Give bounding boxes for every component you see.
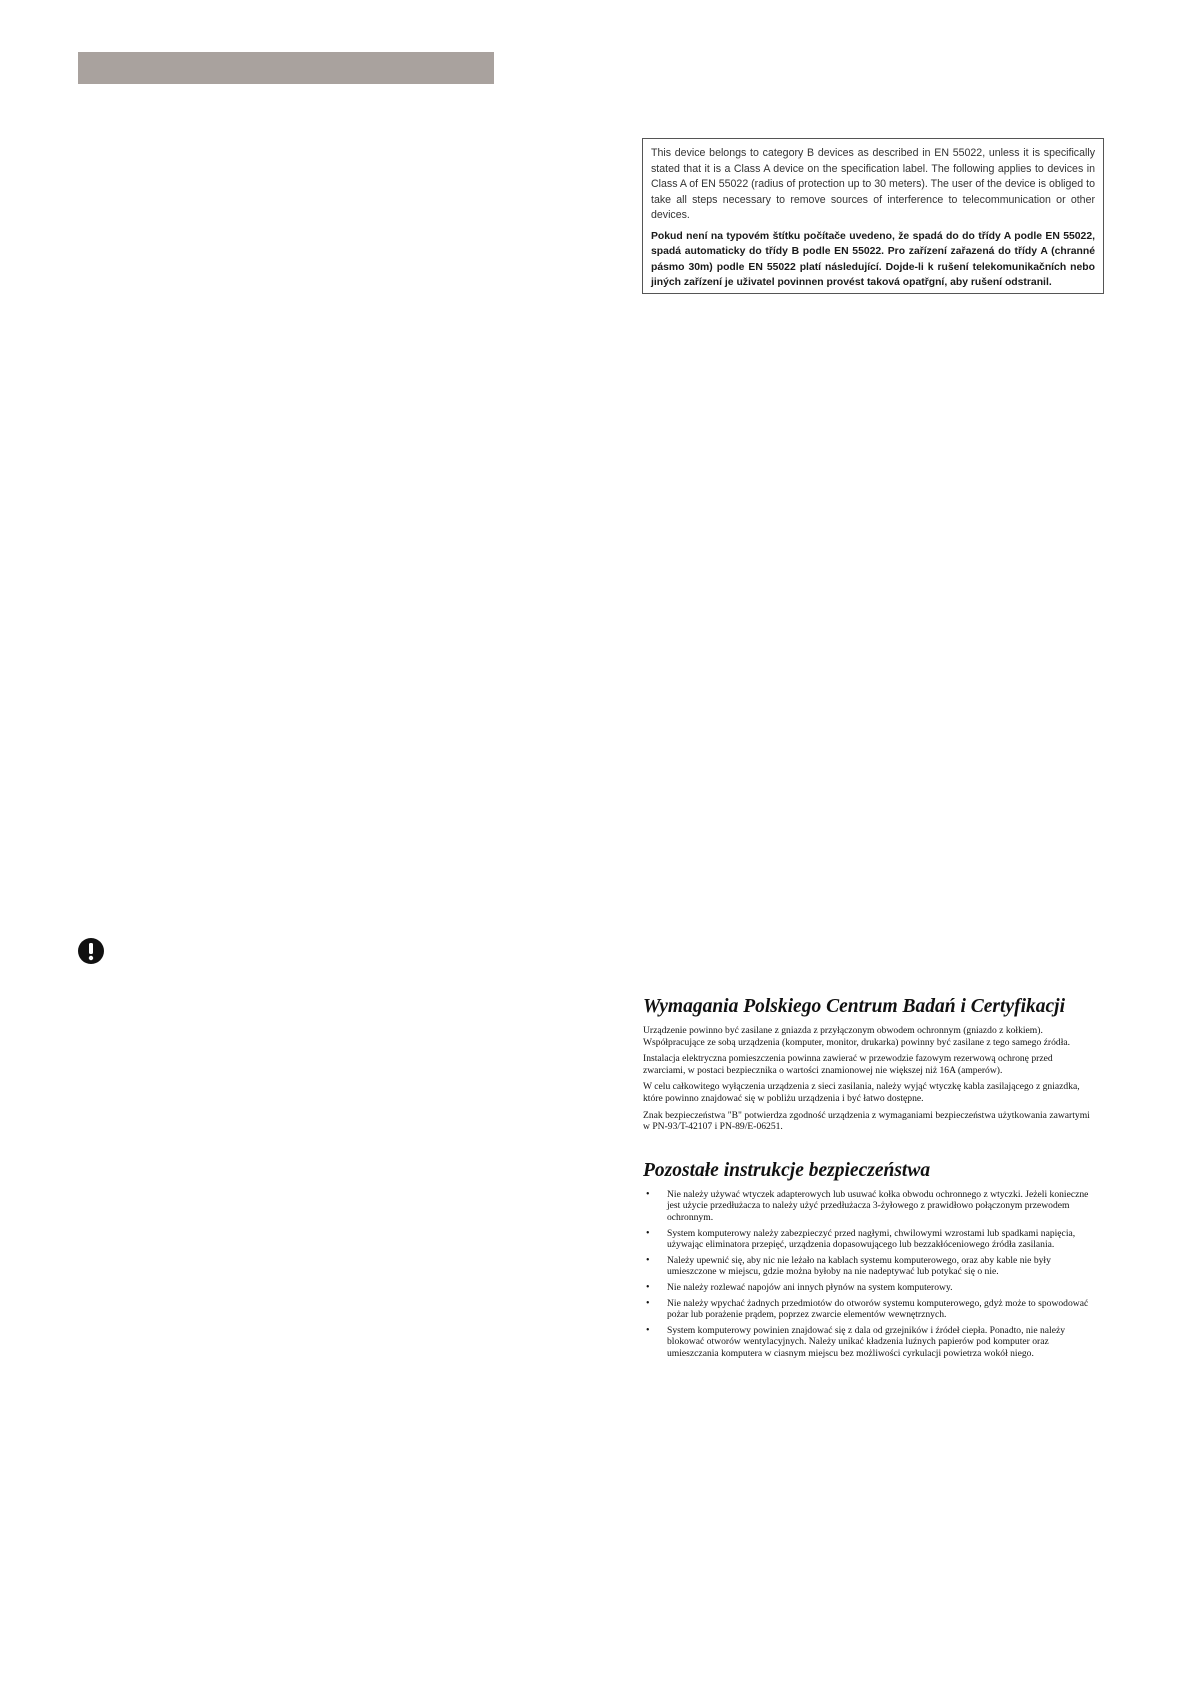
- bullet-icon: •: [646, 1254, 650, 1266]
- list-item-text: System komputerowy powinien znajdować się z dala od grzejników i źródeł ciepła. Ponadto, nie należy blokować otworów wentylacyjnych. Należy unikać kładzenia luźnych papierów pod komputer oraz umieszczania komputera w ciasnym miejscu bez możliwości cyrkulacji powietrza wokół niego.: [667, 1324, 1066, 1359]
- list-item: [643, 1325, 1093, 1360]
- exclamation-glyph-icon: [78, 938, 104, 964]
- bullet-icon: •: [646, 1281, 650, 1293]
- list-item: [643, 1255, 1093, 1278]
- list-item-text: Nie należy używać wtyczek adapterowych lub usuwać kołka obwodu ochronnego z wtyczki. Jeżeli konieczne jest użycie przedłużacza to należy użyć przedłużacza 3-żyłowego z prawidłowo połączonym przewodem ochronnym.: [667, 1188, 1089, 1223]
- bullet-icon: •: [646, 1188, 650, 1200]
- list-item: [643, 1298, 1093, 1321]
- header-bar: [78, 52, 494, 84]
- list-item: [643, 1228, 1093, 1251]
- polish-paragraph: Instalacja elektryczna pomieszczenia powinna zawierać w przewodzie fazowym rezerwową ochronę przed zwarciami, w postaci bezpiecznika o wartości znamionowej nie większej niż 16A (amperów).: [643, 1053, 1053, 1076]
- bullet-icon: •: [646, 1227, 650, 1239]
- list-item: [643, 1282, 1093, 1294]
- polish-paragraph: W celu całkowitego wyłączenia urządzenia z sieci zasilania, należy wyjąć wtyczkę kabla zasilającego z gniazdka, które powinno znajdować się w pobliżu urządzenia i być łatwo dostępne.: [643, 1081, 1080, 1104]
- polish-paragraph: Urządzenie powinno być zasilane z gniazda z przyłączonym obwodem ochronnym (gniazdo z kołkiem). Współpracujące ze sobą urządzenia (komputer, monitor, drukarka) powinny być zasilane z tego samego źródła.: [643, 1025, 1071, 1048]
- notice-english-text: This device belongs to category B devices as described in EN 55022, unless it is specifically stated that it is a Class A device on the specification label. The following applies to devices in Class A of EN 55022 (radius of protection up to 30 meters). The user of the device is obliged to take all steps necessary to remove sources of interference to telecommunication or other devices.: [651, 147, 1095, 221]
- safety-instructions-list: [643, 1189, 1093, 1360]
- list-item-text: System komputerowy należy zabezpieczyć przed nagłymi, chwilowymi wzrostami lub spadkami napięcia, używając eliminatora przepięć, urządzenia dopasowującego lub bezzakłóceniowego źródła zasilania.: [667, 1227, 1076, 1251]
- notice-czech-text: Pokud není na typovém štítku počítače uvedeno, že spadá do do třídy A podle EN 55022, spadá automaticky do třídy B podle EN 55022. Pro zařízení zařazená do třídy A (chranné pásmo 30m) podle EN 55022 platí následující. Dojde-li k rušení telekomunikačních nebo jiných zařízení je uživatel povinnen provést taková opatřgní, aby rušení odstranil.: [651, 230, 1095, 288]
- polish-paragraph: Znak bezpieczeństwa "B" potwierdza zgodność urządzenia z wymaganiami bezpieczeństwa użytkowania zawartymi w PN-93/T-42107 i PN-89/E-06251.: [643, 1109, 1090, 1133]
- list-item-text: Należy upewnić się, aby nic nie leżało na kablach systemu komputerowego, oraz aby kable nie były umieszczone w miejscu, gdzie można byłoby na nie nadeptywać lub potykać się o nie.: [667, 1254, 1051, 1278]
- list-item-text: Nie należy rozlewać napojów ani innych płynów na system komputerowy.: [667, 1281, 953, 1293]
- list-item: [643, 1189, 1093, 1224]
- polish-requirements-heading: Wymagania Polskiego Centrum Badań i Certyfikacji: [643, 996, 1065, 1017]
- list-item-text: Nie należy wpychać żadnych przedmiotów do otworów systemu komputerowego, gdyż może to spowodować pożar lub porażenie prądem, poprzez zwarcie elementów wewnętrznych.: [667, 1297, 1089, 1321]
- bullet-icon: •: [646, 1297, 650, 1309]
- exclamation-icon: [78, 938, 104, 964]
- emc-notice-box: [642, 138, 1104, 294]
- polish-safety-section: [643, 995, 1093, 1363]
- bullet-icon: •: [646, 1324, 650, 1336]
- other-safety-instructions-heading: Pozostałe instrukcje bezpieczeństwa: [643, 1159, 931, 1181]
